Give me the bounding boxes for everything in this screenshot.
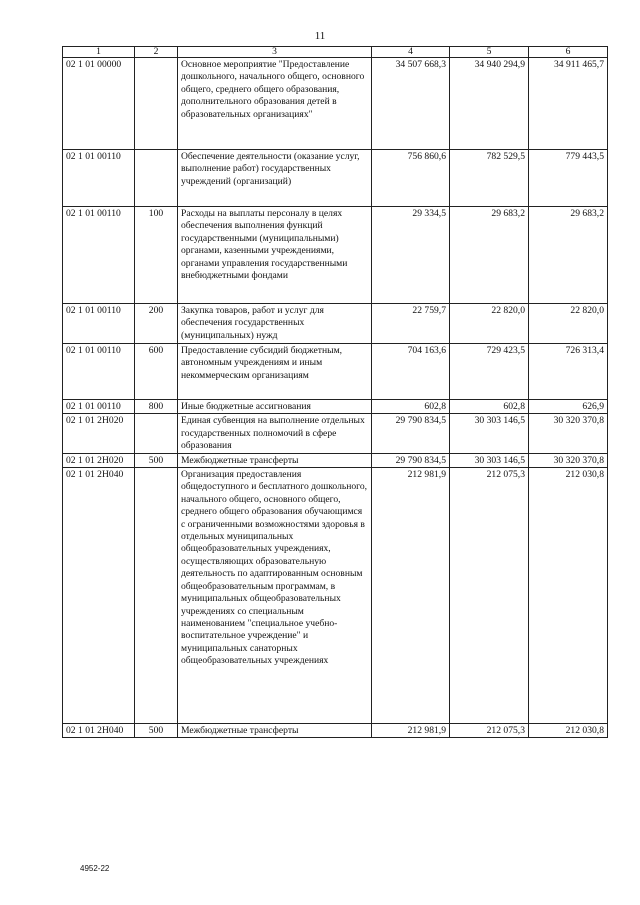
table-row bbox=[63, 453, 608, 467]
row-code: 02 1 01 00110 bbox=[63, 400, 135, 414]
row-value-col5: 29 683,2 bbox=[450, 207, 529, 304]
row-value-col4: 29 334,5 bbox=[372, 207, 450, 304]
table-row bbox=[63, 207, 608, 304]
row-value-col5: 602,8 bbox=[450, 400, 529, 414]
row-value-col6: 212 030,8 bbox=[529, 468, 608, 724]
row-value-col6: 779 443,5 bbox=[529, 150, 608, 207]
row-code: 02 1 01 2Н020 bbox=[63, 453, 135, 467]
row-code: 02 1 01 00110 bbox=[63, 344, 135, 400]
row-name: Обеспечение деятельности (оказание услуг, выполнение работ) государственных учреждений (организаций) bbox=[178, 150, 372, 207]
row-value-col5: 212 075,3 bbox=[450, 724, 529, 738]
row-name: Межбюджетные трансферты bbox=[178, 453, 372, 467]
row-expense-type: 100 bbox=[135, 207, 178, 304]
row-value-col4: 29 790 834,5 bbox=[372, 414, 450, 453]
table-row bbox=[63, 150, 608, 207]
column-header: 3 bbox=[178, 47, 372, 58]
row-value-col6: 22 820,0 bbox=[529, 304, 608, 344]
row-value-col6: 30 320 370,8 bbox=[529, 414, 608, 453]
budget-table bbox=[62, 46, 608, 738]
row-expense-type bbox=[135, 414, 178, 453]
row-value-col4: 756 860,6 bbox=[372, 150, 450, 207]
row-code: 02 1 01 00110 bbox=[63, 304, 135, 344]
row-name: Основное мероприятие "Предоставление дошкольного, начального общего, основного общего, среднего общего образования, дополнительного образования детей в образовательных организациях" bbox=[178, 58, 372, 150]
row-value-col5: 212 075,3 bbox=[450, 468, 529, 724]
row-name: Межбюджетные трансферты bbox=[178, 724, 372, 738]
table-header-row bbox=[63, 47, 608, 58]
document-footer-code: 4952-22 bbox=[80, 864, 110, 873]
row-value-col4: 602,8 bbox=[372, 400, 450, 414]
row-value-col6: 726 313,4 bbox=[529, 344, 608, 400]
row-name: Расходы на выплаты персоналу в целях обеспечения выполнения функций государственными (муниципальными) органами, казенными учреждениями, органами управления государственными внебюджетными фондами bbox=[178, 207, 372, 304]
row-expense-type: 600 bbox=[135, 344, 178, 400]
row-code: 02 1 01 2Н040 bbox=[63, 724, 135, 738]
row-value-col6: 34 911 465,7 bbox=[529, 58, 608, 150]
row-code: 02 1 01 00110 bbox=[63, 150, 135, 207]
row-name: Единая субвенция на выполнение отдельных государственных полномочий в сфере образования bbox=[178, 414, 372, 453]
row-value-col5: 30 303 146,5 bbox=[450, 414, 529, 453]
row-value-col4: 704 163,6 bbox=[372, 344, 450, 400]
column-header: 5 bbox=[450, 47, 529, 58]
row-expense-type: 500 bbox=[135, 724, 178, 738]
column-header: 2 bbox=[135, 47, 178, 58]
table-row bbox=[63, 414, 608, 453]
column-header: 1 bbox=[63, 47, 135, 58]
row-expense-type bbox=[135, 58, 178, 150]
row-value-col4: 34 507 668,3 bbox=[372, 58, 450, 150]
column-header: 4 bbox=[372, 47, 450, 58]
table-row bbox=[63, 724, 608, 738]
row-value-col4: 212 981,9 bbox=[372, 724, 450, 738]
row-code: 02 1 01 2Н020 bbox=[63, 414, 135, 453]
row-expense-type: 200 bbox=[135, 304, 178, 344]
row-name: Закупка товаров, работ и услуг для обеспечения государственных (муниципальных) нужд bbox=[178, 304, 372, 344]
row-value-col6: 212 030,8 bbox=[529, 724, 608, 738]
row-value-col5: 729 423,5 bbox=[450, 344, 529, 400]
row-value-col4: 212 981,9 bbox=[372, 468, 450, 724]
row-value-col5: 22 820,0 bbox=[450, 304, 529, 344]
row-value-col5: 782 529,5 bbox=[450, 150, 529, 207]
row-value-col4: 29 790 834,5 bbox=[372, 453, 450, 467]
row-value-col6: 29 683,2 bbox=[529, 207, 608, 304]
row-value-col6: 626,9 bbox=[529, 400, 608, 414]
table-row bbox=[63, 304, 608, 344]
table-row bbox=[63, 58, 608, 150]
row-value-col6: 30 320 370,8 bbox=[529, 453, 608, 467]
row-name: Иные бюджетные ассигнования bbox=[178, 400, 372, 414]
row-code: 02 1 01 2Н040 bbox=[63, 468, 135, 724]
row-expense-type bbox=[135, 468, 178, 724]
page-number: 11 bbox=[314, 30, 326, 42]
column-header: 6 bbox=[529, 47, 608, 58]
row-expense-type: 500 bbox=[135, 453, 178, 467]
table-row bbox=[63, 344, 608, 400]
table-row bbox=[63, 400, 608, 414]
row-name: Предоставление субсидий бюджетным, автономным учреждениям и иным некоммерческим организациям bbox=[178, 344, 372, 400]
row-code: 02 1 01 00110 bbox=[63, 207, 135, 304]
row-value-col5: 34 940 294,9 bbox=[450, 58, 529, 150]
row-value-col5: 30 303 146,5 bbox=[450, 453, 529, 467]
table-row bbox=[63, 468, 608, 724]
row-code: 02 1 01 00000 bbox=[63, 58, 135, 150]
row-expense-type: 800 bbox=[135, 400, 178, 414]
row-expense-type bbox=[135, 150, 178, 207]
row-value-col4: 22 759,7 bbox=[372, 304, 450, 344]
row-name: Организация предоставления общедоступного и бесплатного дошкольного, начального общего, основного общего, среднего общего образования обучающимся с ограниченными возможностями здоровья в отдельных муниципальных общеобразовательных учреждениях, осуществляющих образовательную деятельность по адаптированным основным общеобразовательным программам, в муниципальных общеобразовательных учреждениях со специальным наименованием "специальное учебно-воспитательное учреждение" и муниципальных санаторных общеобразовательных учреждениях bbox=[178, 468, 372, 724]
